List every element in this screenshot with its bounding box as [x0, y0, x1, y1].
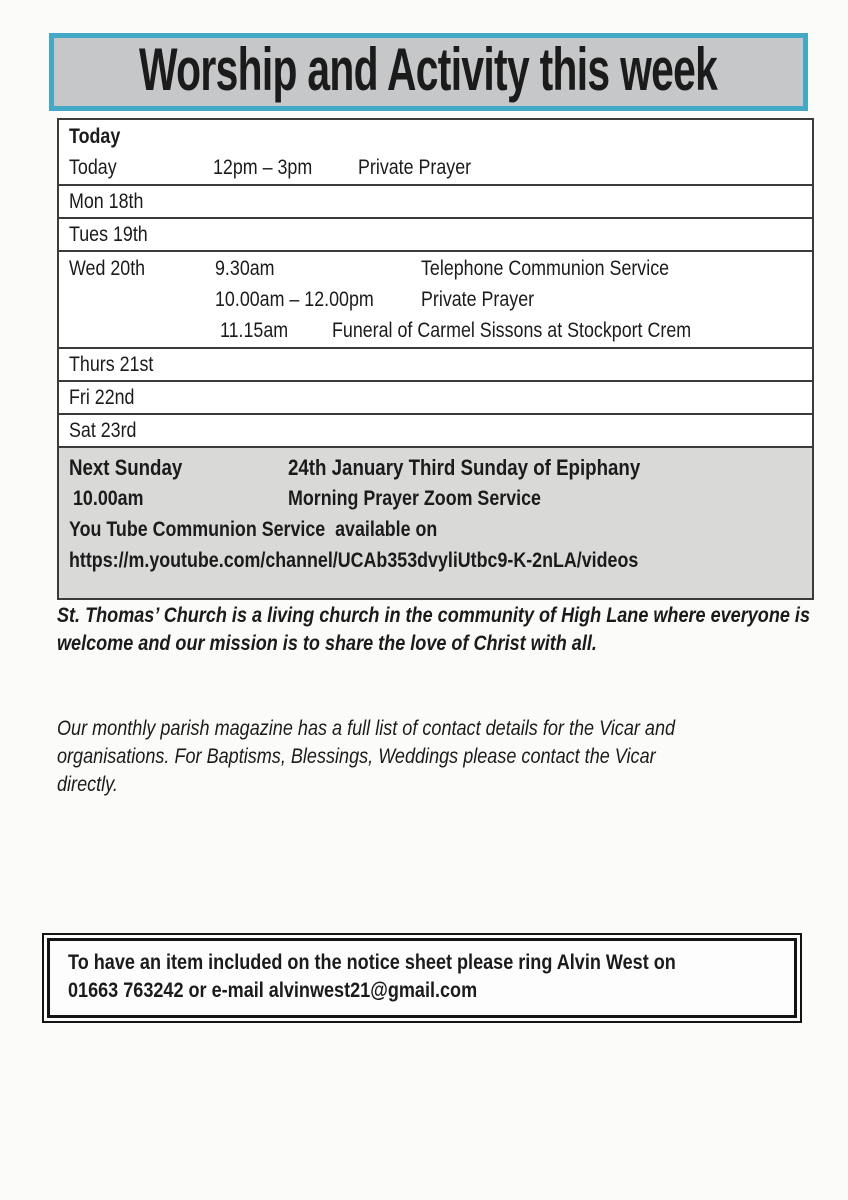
text-line: welcome and our mission is to share the love of Christ with all.	[57, 632, 597, 655]
event-text: Telephone Communion Service	[421, 257, 670, 280]
table-row-next-sunday	[59, 446, 812, 598]
day-label: Thurs 21st	[69, 353, 154, 376]
row-line	[69, 483, 812, 514]
row-line	[69, 253, 812, 284]
table-row-thurs-21st	[59, 347, 812, 380]
time-text: 11.15am	[220, 319, 289, 342]
row-line	[69, 416, 812, 445]
mission-statement	[57, 602, 848, 658]
table-row-tues-19th	[59, 217, 812, 250]
text-line: directly.	[57, 773, 118, 796]
day-label: Mon 18th	[69, 190, 144, 213]
schedule-table	[57, 118, 814, 600]
event-text: You Tube Communion Service available on	[69, 518, 438, 541]
row-line	[69, 220, 812, 249]
row-line	[69, 545, 812, 576]
row-line	[69, 187, 812, 216]
day-label: Fri 22nd	[69, 386, 135, 409]
table-row-fri-22nd	[59, 380, 812, 413]
day-label: Wed 20th	[69, 257, 146, 280]
row-line	[69, 121, 812, 152]
youtube-url[interactable]: https://m.youtube.com/channel/UCAb353dvyliUtbc9-K-2nLA/videos	[69, 549, 639, 572]
row-line	[69, 315, 812, 346]
notice-box-inner	[47, 938, 797, 1018]
notice-box	[42, 933, 802, 1023]
event-text: Private Prayer	[358, 156, 472, 179]
table-row-sat-23rd	[59, 413, 812, 446]
row-line	[69, 350, 812, 379]
row-line	[69, 514, 812, 545]
day-label: Today	[69, 156, 117, 179]
time-text: 10.00am – 12.00pm	[215, 288, 374, 311]
time-text: 12pm – 3pm	[213, 156, 313, 179]
row-line	[69, 383, 812, 412]
day-label: Today	[69, 125, 121, 148]
row-line	[69, 152, 812, 183]
event-text: Morning Prayer Zoom Service	[288, 487, 541, 510]
event-text: Funeral of Carmel Sissons at Stockport Crem	[332, 319, 692, 342]
header-banner	[49, 33, 808, 111]
table-row-wed-20th	[59, 250, 812, 347]
table-row-today	[59, 120, 812, 184]
time-text: 9.30am	[215, 257, 275, 280]
notice-line: 01663 763242 or e-mail alvinwest21@gmail.com	[68, 979, 478, 1002]
day-label: Next Sunday	[69, 455, 183, 480]
event-text: 24th January Third Sunday of Epiphany	[288, 455, 641, 480]
time-text: 10.00am	[73, 487, 144, 510]
text-line: St. Thomas’ Church is a living church in the community of High Lane where everyone is	[57, 604, 810, 627]
event-text: Private Prayer	[421, 288, 535, 311]
table-row-mon-18th	[59, 184, 812, 217]
day-label: Tues 19th	[69, 223, 148, 246]
row-line	[69, 284, 812, 315]
text-line: organisations. For Baptisms, Blessings, Weddings please contact the Vicar	[57, 745, 656, 768]
page-title: Worship and Activity this week	[139, 36, 718, 103]
magazine-info	[57, 715, 776, 799]
notice-line: To have an item included on the notice sheet please ring Alvin West on	[68, 951, 676, 974]
day-label: Sat 23rd	[69, 419, 137, 442]
row-line	[69, 452, 812, 483]
text-line: Our monthly parish magazine has a full list of contact details for the Vicar and	[57, 717, 676, 740]
